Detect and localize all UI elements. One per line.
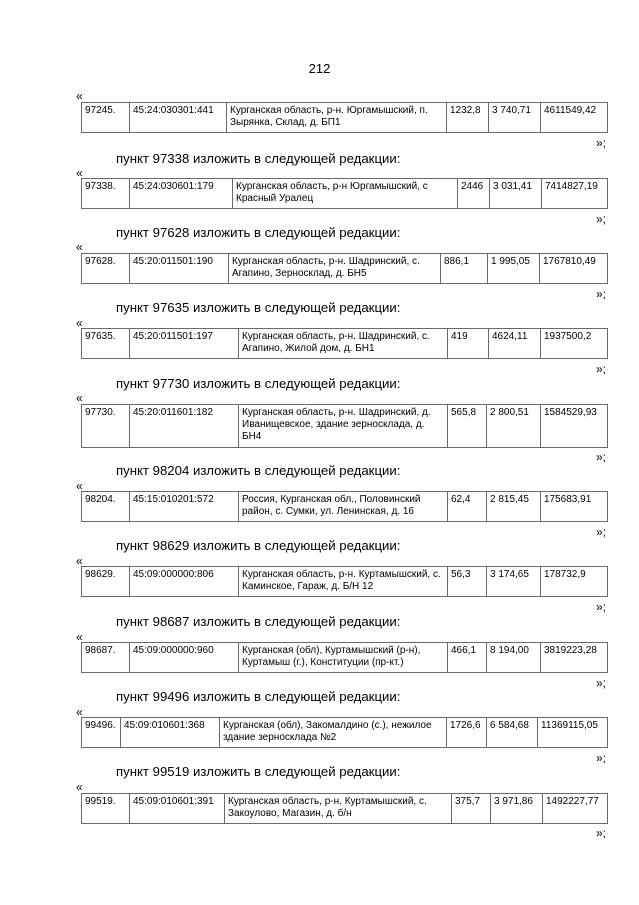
value-cell: 1584529,93 <box>541 405 608 448</box>
property-row-table <box>81 491 608 522</box>
area-cell: 2446 <box>458 179 490 209</box>
cadastral-number-cell: 45:09:010601:391 <box>130 794 225 824</box>
table-row <box>82 718 608 748</box>
open-quote: « <box>76 780 83 794</box>
rate-cell: 2 800,51 <box>487 405 541 448</box>
entry-number-cell: 97245. <box>82 103 130 133</box>
open-quote: « <box>76 554 83 568</box>
amendment-instruction: пункт 97628 изложить в следующей редакции: <box>116 225 401 240</box>
cadastral-number-cell: 45:24:030601:179 <box>130 179 233 209</box>
close-quote: »; <box>596 450 607 464</box>
property-row-table <box>81 253 608 284</box>
open-quote: « <box>76 316 83 330</box>
amendment-instruction: пункт 97338 изложить в следующей редакции: <box>116 151 401 166</box>
amendment-instruction: пункт 97730 изложить в следующей редакции: <box>116 376 401 391</box>
area-cell: 56,3 <box>448 567 487 597</box>
close-quote: »; <box>596 751 607 765</box>
close-quote: »; <box>596 600 607 614</box>
open-quote: « <box>76 705 83 719</box>
value-cell: 175683,91 <box>541 492 608 522</box>
cadastral-number-cell: 45:09:000000:806 <box>130 567 239 597</box>
open-quote: « <box>76 166 83 180</box>
amendment-instruction: пункт 98687 изложить в следующей редакции: <box>116 614 401 629</box>
address-cell: Курганская (обл), Куртамышский (р-н), Куртамыш (г.), Конституции (пр-кт.) <box>239 643 448 673</box>
open-quote: « <box>76 240 83 254</box>
property-row-table <box>81 717 608 748</box>
value-cell: 3819223,28 <box>541 643 608 673</box>
value-cell: 1767810,49 <box>540 254 608 284</box>
entry-number-cell: 97730. <box>82 405 130 448</box>
rate-cell: 6 584,68 <box>487 718 538 748</box>
open-quote: « <box>76 479 83 493</box>
cadastral-number-cell: 45:20:011501:190 <box>130 254 229 284</box>
property-row-table <box>81 328 608 359</box>
value-cell: 7414827,19 <box>542 179 608 209</box>
address-cell: Россия, Курганская обл., Половинский район, с. Сумки, ул. Ленинская, д. 16 <box>239 492 448 522</box>
close-quote: »; <box>596 136 607 150</box>
entry-number-cell: 99496. <box>82 718 121 748</box>
cadastral-number-cell: 45:09:010601:368 <box>121 718 220 748</box>
entry-number-cell: 97635. <box>82 329 130 359</box>
entry-number-cell: 98629. <box>82 567 130 597</box>
page-number: 212 <box>308 61 331 76</box>
amendment-instruction: пункт 99519 изложить в следующей редакции: <box>116 764 401 779</box>
area-cell: 1232,8 <box>447 103 489 133</box>
entry-number-cell: 98687. <box>82 643 130 673</box>
entry-number-cell: 97338. <box>82 179 130 209</box>
area-cell: 419 <box>448 329 489 359</box>
rate-cell: 3 740,71 <box>489 103 541 133</box>
address-cell: Курганская область, р-н. Шадринский, д. Иванищевское, здание зерносклада, д. БН4 <box>239 405 448 448</box>
cadastral-number-cell: 45:20:011601:182 <box>130 405 239 448</box>
area-cell: 1726,6 <box>447 718 487 748</box>
rate-cell: 3 031,41 <box>490 179 542 209</box>
property-row-table <box>81 793 608 824</box>
area-cell: 886,1 <box>441 254 488 284</box>
open-quote: « <box>76 89 83 103</box>
rate-cell: 3 971,86 <box>491 794 543 824</box>
table-row <box>82 329 608 359</box>
address-cell: Курганская область, р-н. Шадринский, с. Агапино, Жилой дом, д. БН1 <box>239 329 448 359</box>
open-quote: « <box>76 630 83 644</box>
close-quote: »; <box>596 826 607 840</box>
property-row-table <box>81 642 608 673</box>
entry-number-cell: 98204. <box>82 492 130 522</box>
address-cell: Курганская область, р-н. Куртамышский, с. Закоулово, Магазин, д. б/н <box>225 794 452 824</box>
rate-cell: 4624,11 <box>489 329 541 359</box>
amendment-instruction: пункт 99496 изложить в следующей редакции: <box>116 689 401 704</box>
property-row-table <box>81 178 608 209</box>
property-row-table <box>81 102 608 133</box>
table-row <box>82 492 608 522</box>
rate-cell: 2 815,45 <box>487 492 541 522</box>
area-cell: 62,4 <box>448 492 487 522</box>
close-quote: »; <box>596 287 607 301</box>
close-quote: »; <box>596 362 607 376</box>
close-quote: »; <box>596 525 607 539</box>
rate-cell: 8 194,00 <box>487 643 541 673</box>
close-quote: »; <box>596 212 607 226</box>
table-row <box>82 179 608 209</box>
address-cell: Курганская (обл), Закомалдино (с.), нежилое здание зерносклада №2 <box>220 718 447 748</box>
value-cell: 1492227,77 <box>543 794 608 824</box>
table-row <box>82 794 608 824</box>
property-row-table <box>81 404 608 448</box>
close-quote: »; <box>596 676 607 690</box>
open-quote: « <box>76 391 83 405</box>
address-cell: Курганская область, р-н. Шадринский, с. Агапино, Зерносклад, д. БН5 <box>229 254 441 284</box>
cadastral-number-cell: 45:09:000000:960 <box>130 643 239 673</box>
cadastral-number-cell: 45:20:011501:197 <box>130 329 239 359</box>
amendment-instruction: пункт 97635 изложить в следующей редакции: <box>116 300 401 315</box>
value-cell: 11369115,05 <box>538 718 608 748</box>
area-cell: 375,7 <box>452 794 491 824</box>
area-cell: 565,8 <box>448 405 487 448</box>
rate-cell: 3 174,65 <box>487 567 541 597</box>
value-cell: 178732,9 <box>541 567 608 597</box>
amendment-instruction: пункт 98629 изложить в следующей редакции: <box>116 538 401 553</box>
entry-number-cell: 99519. <box>82 794 130 824</box>
amendment-instruction: пункт 98204 изложить в следующей редакции: <box>116 463 401 478</box>
table-row <box>82 567 608 597</box>
address-cell: Курганская область, р-н. Юргамышский, п. Зырянка, Склад, д. БП1 <box>227 103 447 133</box>
table-row <box>82 254 608 284</box>
entry-number-cell: 97628. <box>82 254 130 284</box>
cadastral-number-cell: 45:15:010201:572 <box>130 492 239 522</box>
value-cell: 1937500,2 <box>541 329 608 359</box>
property-row-table <box>81 566 608 597</box>
value-cell: 4611549,42 <box>541 103 608 133</box>
table-row <box>82 643 608 673</box>
table-row <box>82 405 608 448</box>
cadastral-number-cell: 45:24:030301:441 <box>130 103 227 133</box>
address-cell: Курганская область, р-н Юргамышский, с Красный Уралец <box>233 179 458 209</box>
area-cell: 466,1 <box>448 643 487 673</box>
table-row <box>82 103 608 133</box>
rate-cell: 1 995,05 <box>488 254 540 284</box>
address-cell: Курганская область, р-н. Куртамышский, с. Каминское, Гараж, д. Б/Н 12 <box>239 567 448 597</box>
